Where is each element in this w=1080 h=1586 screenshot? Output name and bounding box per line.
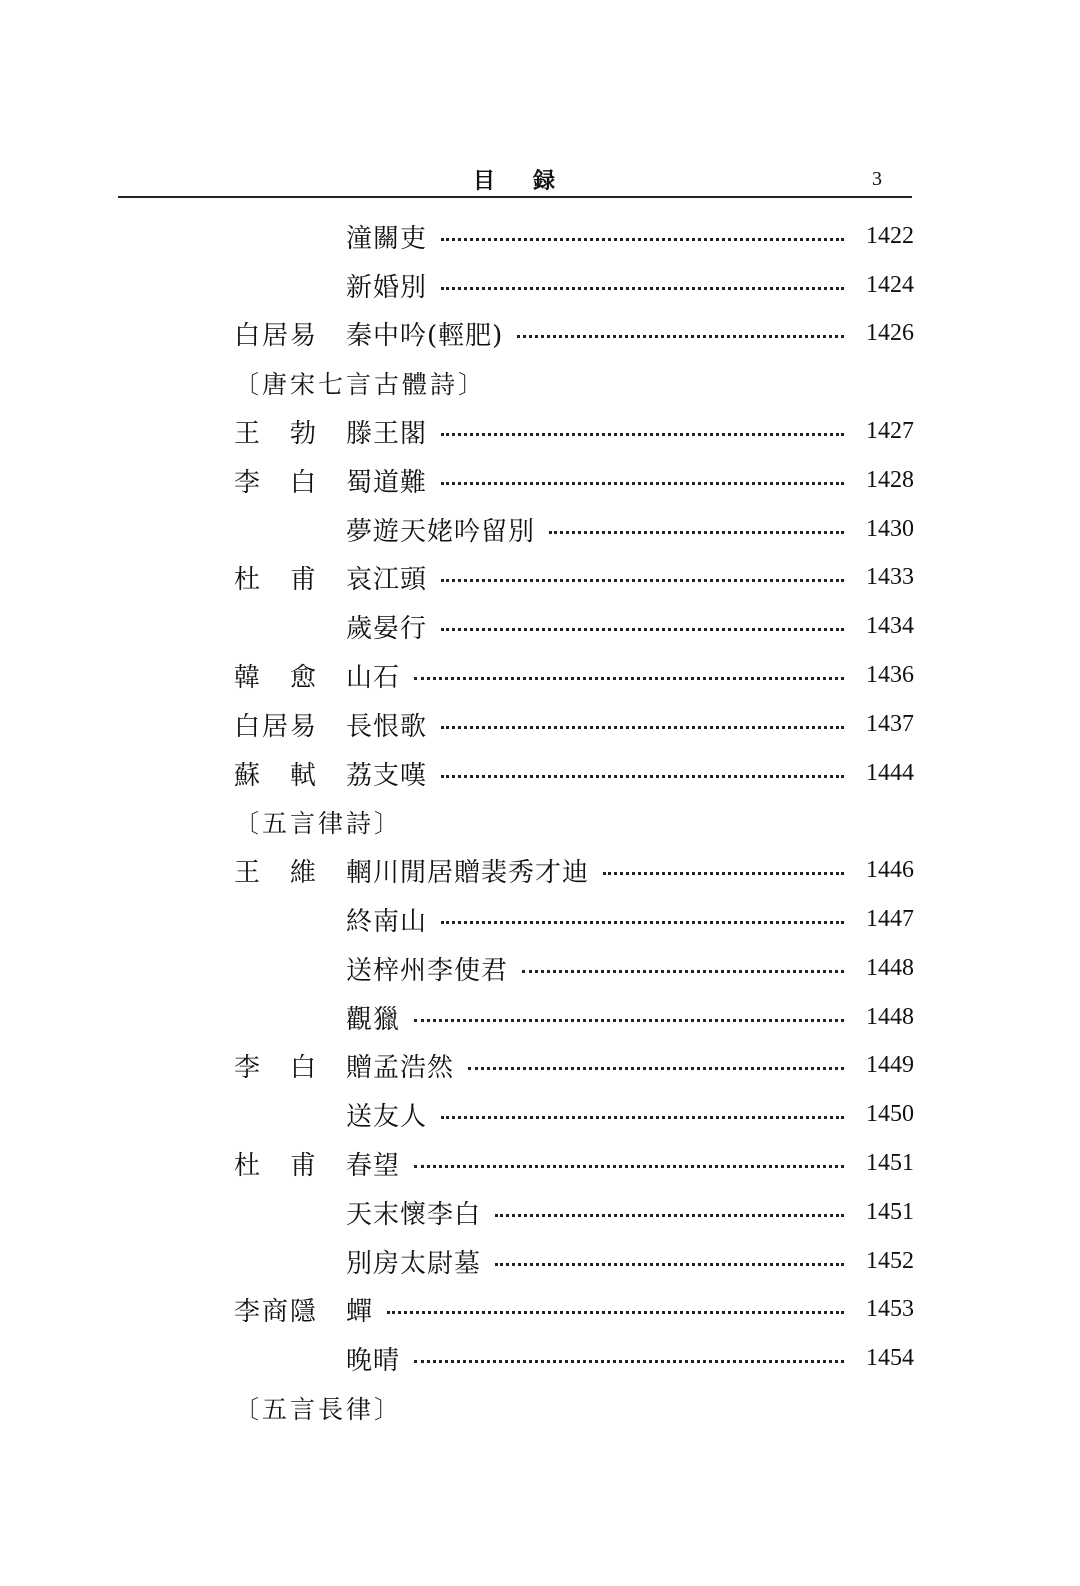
entry-title: 蜀道難 bbox=[346, 467, 428, 498]
dot-leader bbox=[517, 335, 844, 338]
dot-leader bbox=[441, 1116, 844, 1119]
toc-entry bbox=[234, 1237, 914, 1286]
dot-leader bbox=[414, 1360, 844, 1363]
entry-author: 杜甫 bbox=[234, 565, 347, 596]
header-rule bbox=[118, 196, 912, 198]
entry-title: 輞川閒居贈裴秀才迪 bbox=[346, 858, 590, 889]
entry-author: 李白 bbox=[234, 467, 347, 498]
toc-entry bbox=[234, 651, 914, 700]
entry-title: 春望 bbox=[346, 1151, 401, 1182]
entry-page-number: 1454 bbox=[866, 1345, 914, 1372]
entry-page-number: 1451 bbox=[866, 1150, 914, 1177]
entry-title: 送友人 bbox=[346, 1102, 428, 1133]
entry-page-number: 1424 bbox=[866, 271, 914, 298]
toc-entry bbox=[234, 310, 914, 359]
dot-leader bbox=[441, 628, 844, 631]
dot-leader bbox=[414, 1165, 844, 1168]
toc-entry bbox=[234, 554, 914, 603]
entry-title: 別房太尉墓 bbox=[346, 1248, 482, 1279]
entry-page-number: 1450 bbox=[866, 1101, 914, 1128]
entry-title: 歲晏行 bbox=[346, 614, 428, 645]
entry-title: 夢遊天姥吟留別 bbox=[346, 516, 536, 547]
entry-title: 終南山 bbox=[346, 907, 428, 938]
toc-entry bbox=[234, 212, 914, 261]
dot-leader bbox=[522, 970, 844, 973]
toc-entry bbox=[234, 456, 914, 505]
entry-page-number: 1451 bbox=[866, 1198, 914, 1225]
toc-entry bbox=[234, 944, 914, 993]
entry-page-number: 1448 bbox=[866, 1003, 914, 1030]
dot-leader bbox=[441, 482, 844, 485]
entry-title: 長恨歌 bbox=[346, 711, 428, 742]
dot-leader bbox=[441, 238, 844, 241]
table-of-contents bbox=[234, 212, 914, 1432]
entry-page-number: 1422 bbox=[866, 222, 914, 249]
dot-leader bbox=[414, 1019, 844, 1022]
entry-title: 山石 bbox=[346, 663, 401, 694]
toc-entry bbox=[234, 261, 914, 310]
entry-page-number: 1453 bbox=[866, 1296, 914, 1323]
toc-entry bbox=[234, 1286, 914, 1335]
section-heading: 〔五言長律〕 bbox=[234, 1394, 403, 1424]
toc-entry bbox=[234, 1188, 914, 1237]
entry-page-number: 1444 bbox=[866, 759, 914, 786]
entry-title: 秦中吟(輕肥) bbox=[346, 321, 504, 352]
entry-page-number: 1427 bbox=[866, 418, 914, 445]
dot-leader bbox=[603, 872, 844, 875]
section-heading-row bbox=[234, 1383, 914, 1432]
running-header bbox=[118, 160, 912, 200]
entry-title: 晚晴 bbox=[346, 1346, 401, 1377]
entry-title: 哀江頭 bbox=[346, 565, 428, 596]
toc-entry bbox=[234, 602, 914, 651]
section-heading: 〔唐宋七言古體詩〕 bbox=[234, 369, 487, 399]
dot-leader bbox=[468, 1067, 844, 1070]
dot-leader bbox=[441, 775, 844, 778]
toc-entry bbox=[234, 1139, 914, 1188]
toc-entry bbox=[234, 749, 914, 798]
entry-page-number: 1434 bbox=[866, 613, 914, 640]
entry-title: 送梓州李使君 bbox=[346, 955, 509, 986]
dot-leader bbox=[441, 287, 844, 290]
entry-page-number: 1449 bbox=[866, 1052, 914, 1079]
entry-author: 李商隱 bbox=[234, 1297, 319, 1328]
entry-title: 新婚別 bbox=[346, 272, 428, 303]
dot-leader bbox=[441, 921, 844, 924]
dot-leader bbox=[387, 1311, 844, 1314]
entry-title: 潼關吏 bbox=[346, 223, 428, 254]
toc-entry bbox=[234, 846, 914, 895]
entry-author: 韓愈 bbox=[234, 663, 347, 694]
entry-page-number: 1433 bbox=[866, 564, 914, 591]
entry-page-number: 1426 bbox=[866, 320, 914, 347]
entry-title: 蟬 bbox=[346, 1297, 374, 1328]
entry-author: 白居易 bbox=[234, 321, 319, 352]
dot-leader bbox=[441, 726, 844, 729]
dot-leader bbox=[414, 677, 844, 680]
page-number: 3 bbox=[872, 168, 882, 190]
toc-entry bbox=[234, 505, 914, 554]
dot-leader bbox=[495, 1214, 844, 1217]
entry-page-number: 1430 bbox=[866, 515, 914, 542]
entry-page-number: 1436 bbox=[866, 662, 914, 689]
entry-title: 觀獵 bbox=[346, 1004, 401, 1035]
entry-title: 荔支嘆 bbox=[346, 760, 428, 791]
toc-entry bbox=[234, 895, 914, 944]
entry-page-number: 1428 bbox=[866, 466, 914, 493]
section-heading: 〔五言律詩〕 bbox=[234, 808, 403, 838]
dot-leader bbox=[441, 433, 844, 436]
dot-leader bbox=[441, 579, 844, 582]
dot-leader bbox=[549, 531, 844, 534]
entry-author: 杜甫 bbox=[234, 1151, 347, 1182]
entry-author: 蘇軾 bbox=[234, 760, 347, 791]
entry-page-number: 1437 bbox=[866, 710, 914, 737]
toc-entry bbox=[234, 407, 914, 456]
entry-page-number: 1452 bbox=[866, 1247, 914, 1274]
entry-author: 王維 bbox=[234, 858, 347, 889]
entry-author: 李白 bbox=[234, 1053, 347, 1084]
entry-title: 滕王閣 bbox=[346, 419, 428, 450]
entry-author: 王勃 bbox=[234, 419, 347, 450]
entry-title: 天末懷李白 bbox=[346, 1199, 482, 1230]
entry-title: 贈孟浩然 bbox=[346, 1053, 455, 1084]
toc-entry bbox=[234, 1334, 914, 1383]
entry-page-number: 1447 bbox=[866, 906, 914, 933]
section-heading-row bbox=[234, 358, 914, 407]
toc-entry bbox=[234, 1042, 914, 1091]
toc-entry bbox=[234, 993, 914, 1042]
entry-page-number: 1448 bbox=[866, 954, 914, 981]
toc-entry bbox=[234, 700, 914, 749]
header-title: 目録 bbox=[473, 168, 594, 194]
toc-entry bbox=[234, 1090, 914, 1139]
entry-page-number: 1446 bbox=[866, 857, 914, 884]
dot-leader bbox=[495, 1263, 844, 1266]
entry-author: 白居易 bbox=[234, 711, 319, 742]
section-heading-row bbox=[234, 798, 914, 847]
